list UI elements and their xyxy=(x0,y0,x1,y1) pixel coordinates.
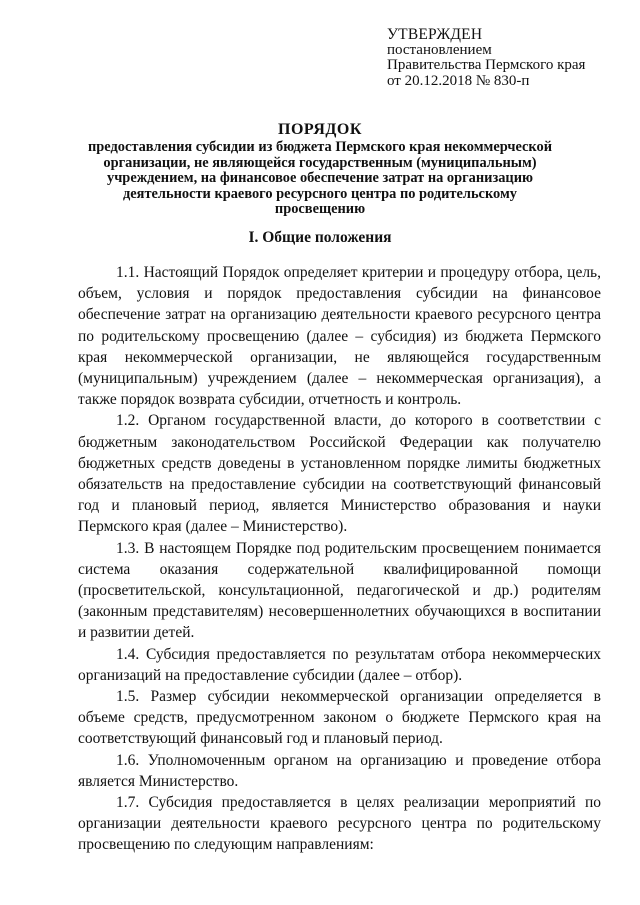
approval-line-3: от 20.12.2018 № 830-п xyxy=(387,72,530,89)
paragraph-1-5: 1.5. Размер субсидии некоммерческой организации определяется в объеме средств, предусмотренном законом о бюджете Пермского края на соответствующий финансовый год и плановый период. xyxy=(78,688,601,748)
paragraph-1-1: 1.1. Настоящий Порядок определяет критерии и процедуру отбора, цель, объем, условия и порядок предоставления субсидии на финансовое обеспечение затрат на организацию деятельности краевого ресурсного центра по родительскому просвещению (далее – субсидия) из бюджета Пермского края некоммерческой организации, не являющейся государственным (муниципальным) учреждением (далее – некоммерческая организация), а также порядок возврата субсидии, отчетность и контроль. xyxy=(78,264,601,409)
document-body xyxy=(78,262,601,856)
approval-title: УТВЕРЖДЕН xyxy=(387,26,483,43)
paragraph-1-4: 1.4. Субсидия предоставляется по результатам отбора некоммерческих организаций на предоставление субсидии (далее – отбор). xyxy=(78,645,601,684)
paragraph-1-7: 1.7. Субсидия предоставляется в целях реализации мероприятий по организации деятельности краевого ресурсного центра по родительскому просвещению по следующим направлениям: xyxy=(78,794,601,854)
approval-line-2: Правительства Пермского края xyxy=(387,57,586,73)
paragraph-1-3: 1.3. В настоящем Порядке под родительским просвещением понимается система оказания содержательной квалифицированной помощи (просветительской, консультационной, педагогической и др.) родителям (законным представителям) несовершеннолетних обучающихся в воспитании и развитии детей. xyxy=(78,539,601,642)
document-subtitle: предоставления субсидии из бюджета Пермского края некоммерческой организации, не являющейся государственным (муниципальным) учреждением, на финансовое обеспечение затрат на организацию деятельности краевого ресурсного центра по родительскому просвещению xyxy=(87,139,553,217)
approval-line-1: постановлением xyxy=(387,41,492,58)
approval-stamp xyxy=(387,27,585,89)
paragraph-1-2: 1.2. Органом государственной власти, до которого в соответствии с бюджетным законодательством Российской Федерации как получателю бюджетных средств доведены в установленном порядке лимиты бюджетных обязательств на предоставление субсидии на соответствующий финансовый год и плановый период, является Министерство образования и науки Пермского края (далее – Министерство). xyxy=(78,412,601,536)
document-title: ПОРЯДОК xyxy=(278,121,362,138)
section-heading: I. Общие положения xyxy=(248,229,392,246)
paragraph-1-6: 1.6. Уполномоченным органом на организацию и проведение отбора является Министерство. xyxy=(78,751,601,790)
